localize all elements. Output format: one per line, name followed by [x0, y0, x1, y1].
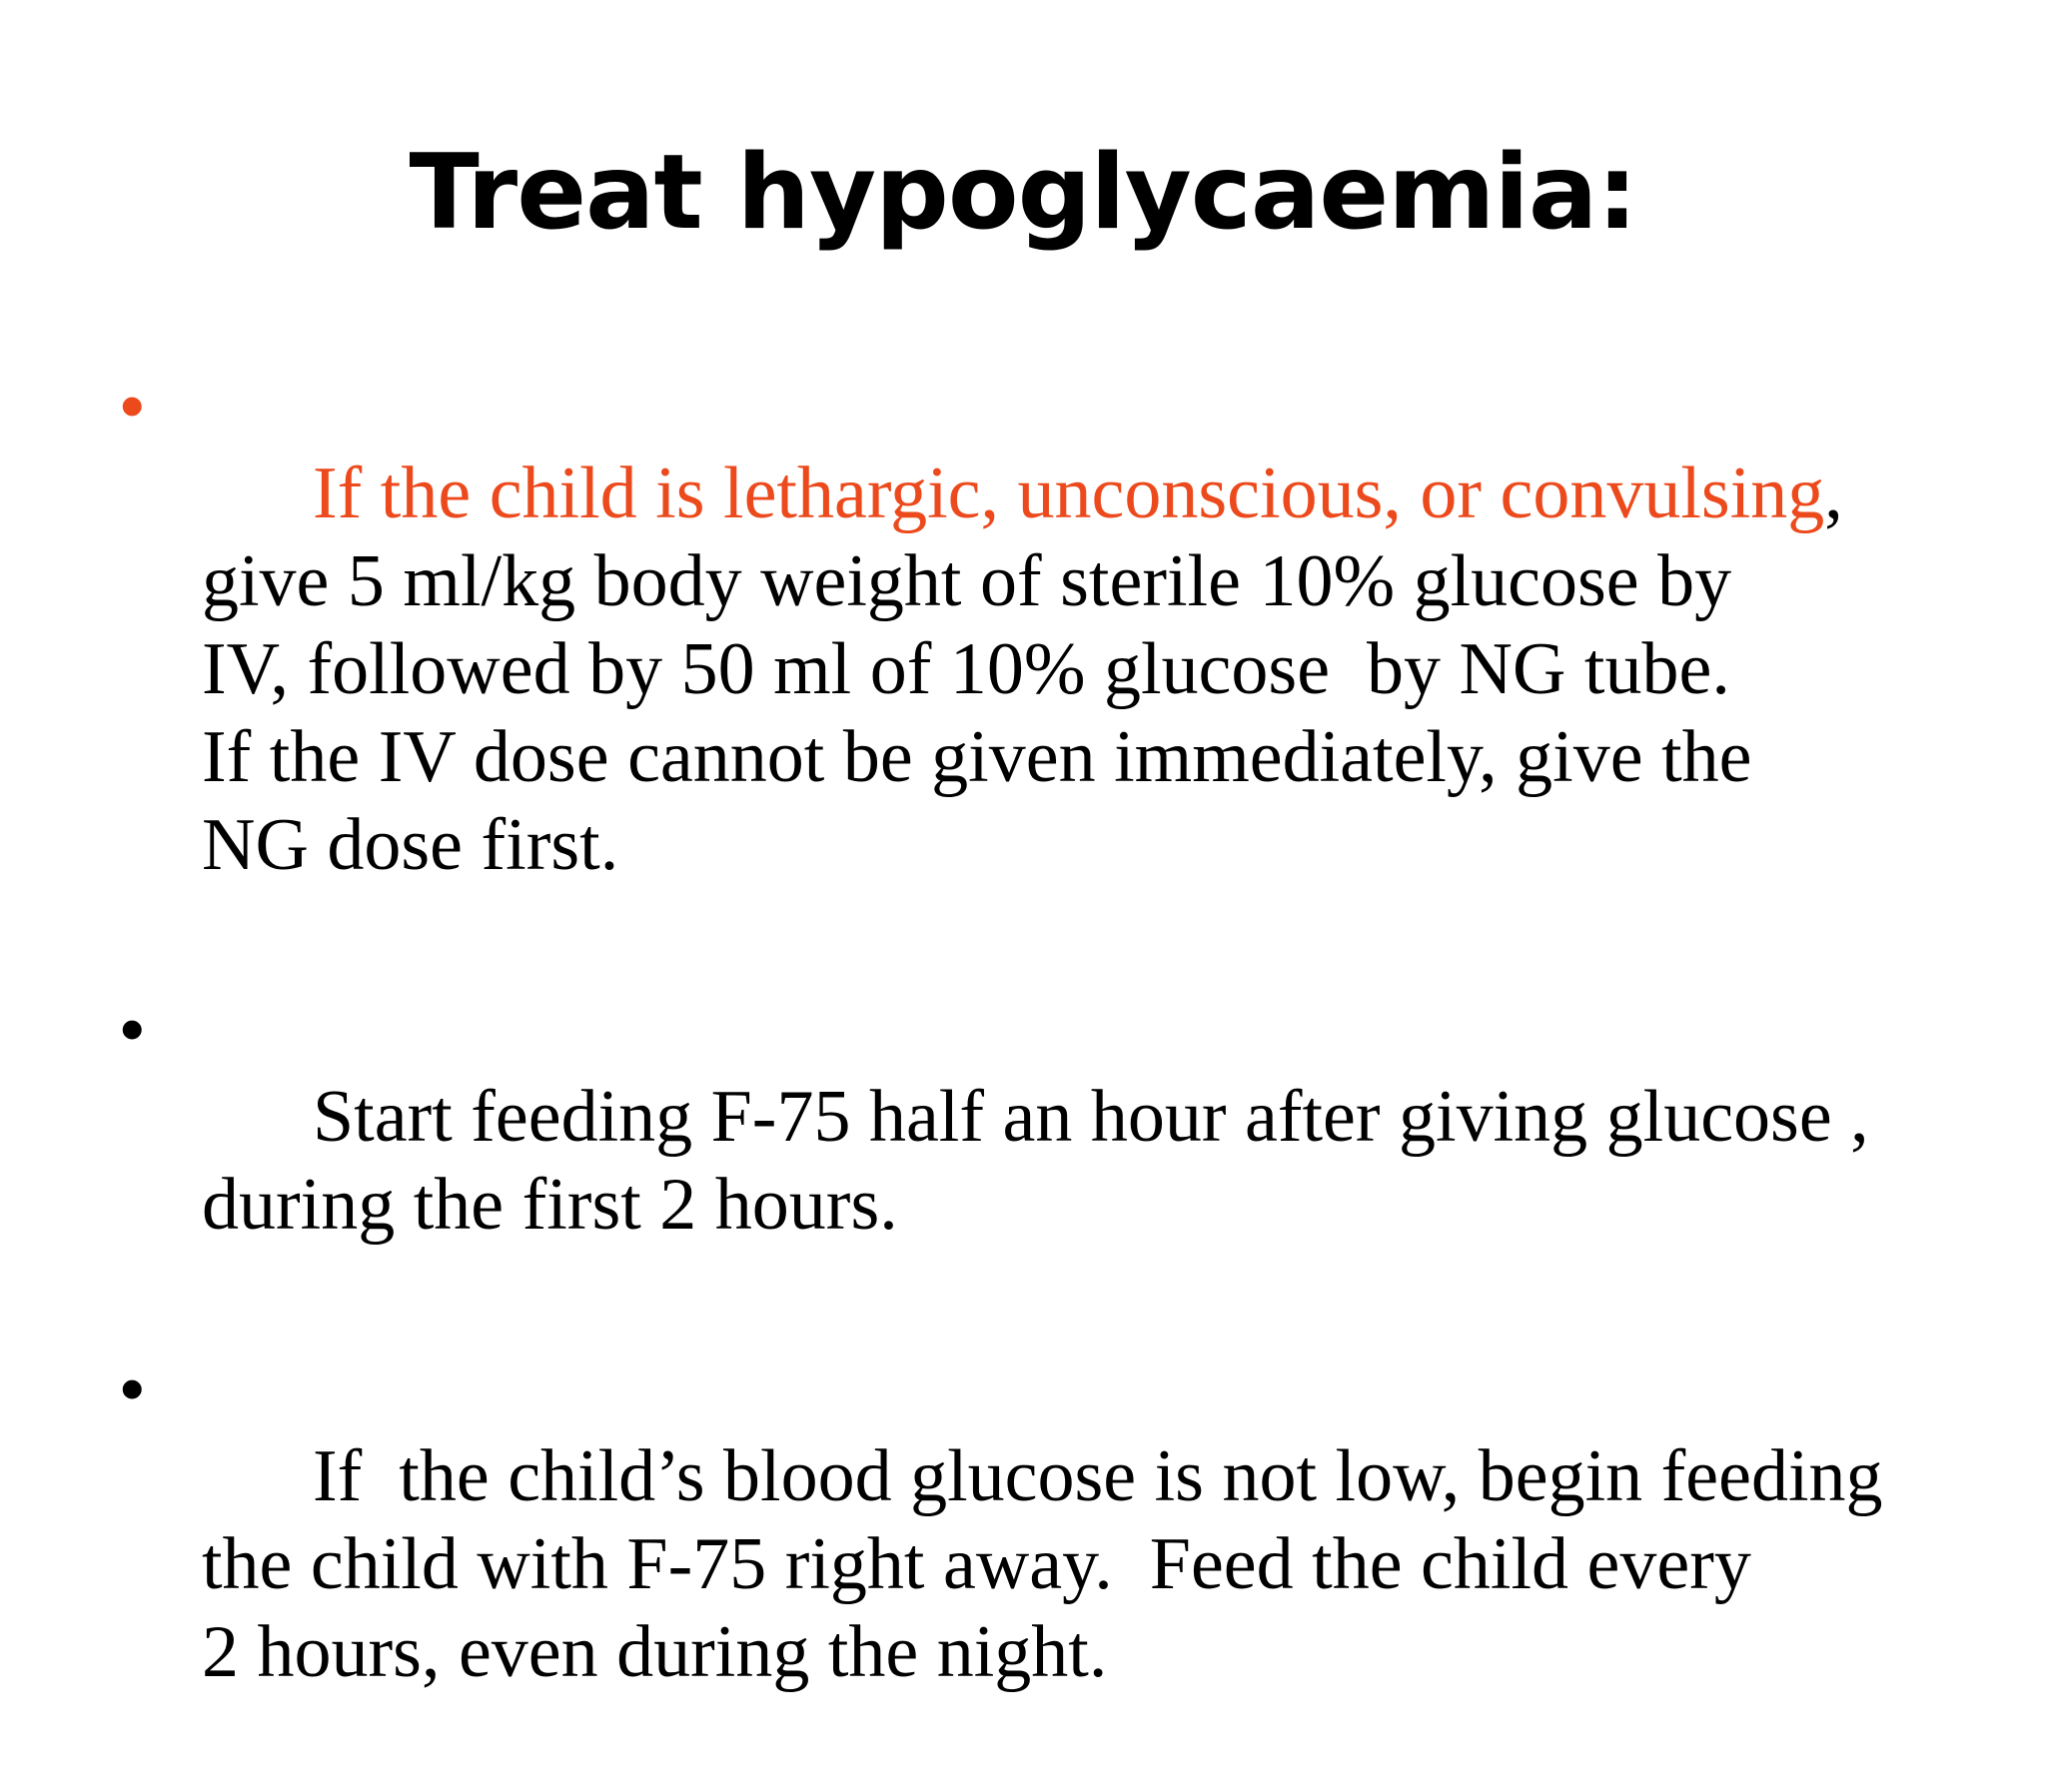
bullet-item-2	[120, 985, 1918, 1337]
bullet-item-3	[120, 1344, 1918, 1784]
slide-title: Treat hypoglycaemia:	[409, 133, 1637, 253]
bullet-item-1	[120, 362, 1918, 977]
bullet-dot-2: •	[120, 990, 145, 1068]
bullet-dot-1: •	[120, 367, 145, 445]
bullet-1-text: , give 5 ml/kg body weight of sterile 10% glucose by IV, followed by 50 ml of 10% glucose by NG tube. If the IV dose cannot be given immediately, give the NG dose first.	[202, 452, 1843, 886]
bullet-3-text: If the child’s blood glucose is not low, begin feeding the child with F-75 right away. Feed the child every 2 hours, even during the night.	[202, 1435, 1883, 1693]
bullet-1-highlight: If the child is lethargic, unconscious, or convulsing	[313, 452, 1825, 534]
bullet-2-text: Start feeding F-75 half an hour after giving glucose , during the first 2 hours.	[202, 1076, 1869, 1246]
bullet-dot-3: •	[120, 1349, 145, 1427]
bullet-list	[120, 362, 1918, 1792]
